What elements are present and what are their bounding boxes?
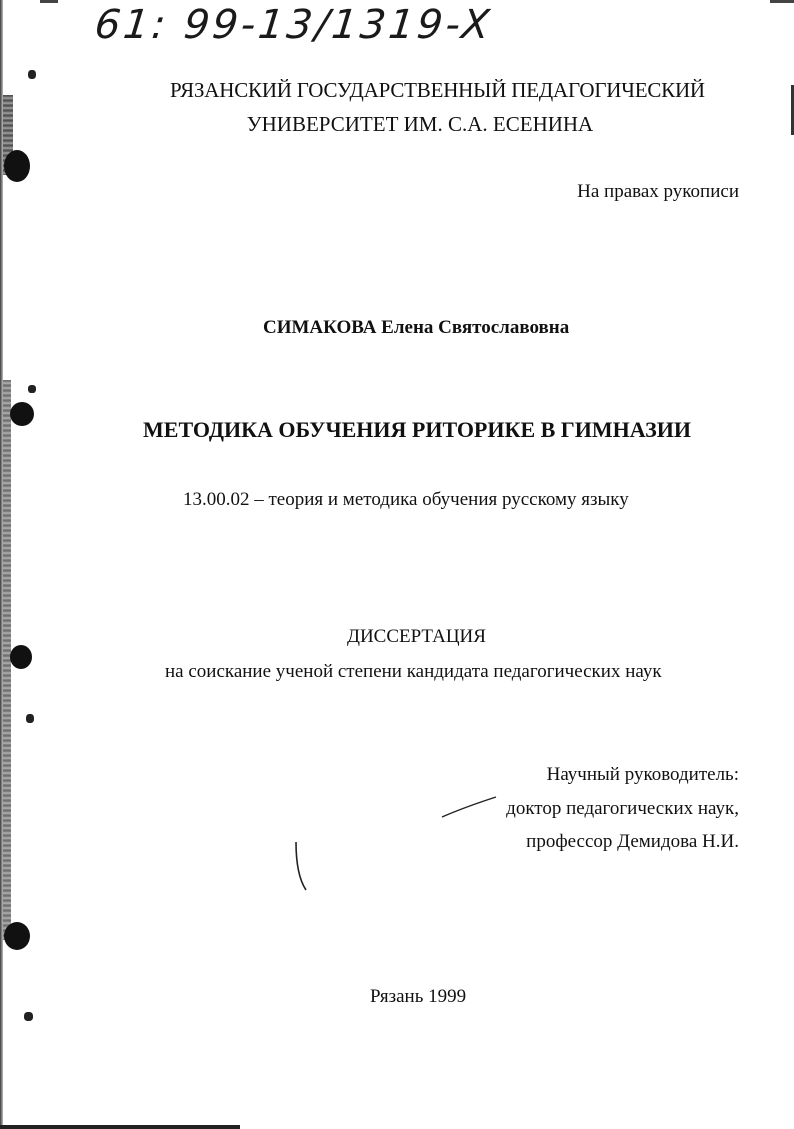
scan-speck xyxy=(24,1012,33,1021)
scan-speck xyxy=(28,385,36,393)
institution-line-2: УНИВЕРСИТЕТ ИМ. С.А. ЕСЕНИНА xyxy=(246,112,594,136)
institution-line-1: РЯЗАНСКИЙ ГОСУДАРСТВЕННЫЙ ПЕДАГОГИЧЕСКИЙ xyxy=(170,78,705,102)
degree-line: на соискание ученой степени кандидата педагогических наук xyxy=(165,661,662,682)
scan-speck xyxy=(28,70,36,79)
dissertation-title: МЕТОДИКА ОБУЧЕНИЯ РИТОРИКЕ В ГИМНАЗИИ xyxy=(143,417,691,442)
supervisor-name: профессор Демидова Н.И. xyxy=(526,831,739,852)
pen-stroke-mark xyxy=(440,795,500,820)
binding-hole xyxy=(10,402,34,426)
scan-edge-top xyxy=(40,0,58,3)
place-and-year: Рязань 1999 xyxy=(370,986,467,1007)
supervisor-label: Научный руководитель: xyxy=(546,764,739,785)
pen-stroke-mark xyxy=(290,840,315,895)
rights-notice: На правах рукописи xyxy=(577,181,739,202)
handwritten-shelfmark: 61: 99-13/1319-X xyxy=(92,2,495,48)
binding-hole xyxy=(4,150,30,182)
scan-speck xyxy=(26,714,34,723)
work-type: ДИССЕРТАЦИЯ xyxy=(347,626,486,647)
supervisor-degree: доктор педагогических наук, xyxy=(506,798,739,819)
binding-hole xyxy=(4,922,30,950)
scan-edge-bottom xyxy=(0,1125,240,1129)
scan-edge-top-right xyxy=(770,0,794,3)
binding-hole xyxy=(10,645,32,669)
specialty-code: 13.00.02 – теория и методика обучения русскому языку xyxy=(183,489,629,510)
author-name: СИМАКОВА Елена Святославовна xyxy=(263,317,570,338)
